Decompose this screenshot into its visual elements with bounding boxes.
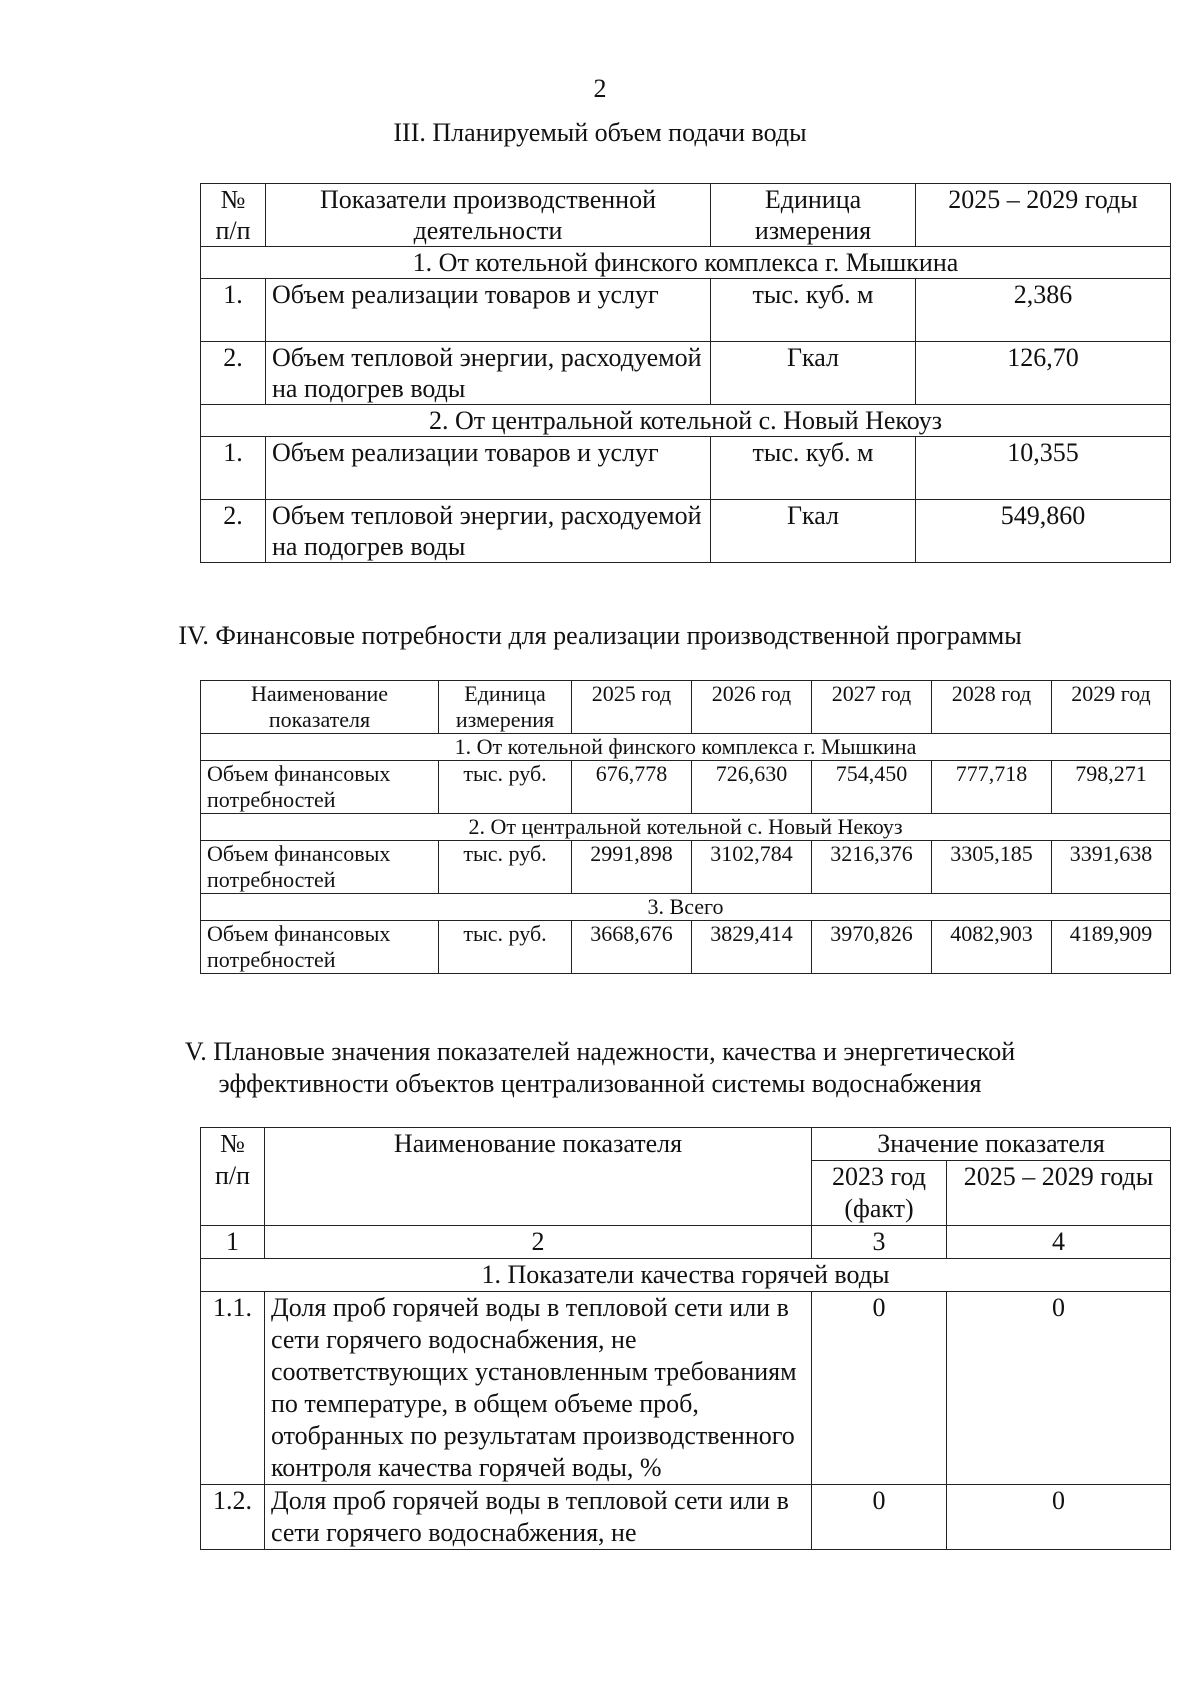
row-value: 3829,414: [692, 921, 812, 974]
row-value: 126,70: [916, 342, 1171, 405]
header-unit: Единица измерения: [711, 184, 916, 247]
group-title: 1. От котельной финского комплекса г. Мышкина: [201, 734, 1171, 761]
row-value: 676,778: [572, 761, 692, 814]
row-name: Объем финансовых потребностей: [201, 921, 439, 974]
header-value-group: Значение показателя: [812, 1128, 1171, 1161]
table-row: [201, 500, 1171, 563]
section4-title: IV. Финансовые потребности для реализации производственной программы: [178, 621, 1022, 650]
column-number: 1: [201, 1226, 265, 1259]
row-num: 1.1.: [201, 1292, 265, 1485]
row-plan: 0: [947, 1292, 1171, 1485]
table-row: [201, 841, 1171, 894]
row-unit: тыс. куб. м: [711, 279, 916, 342]
row-name: Доля проб горячей воды в тепловой сети или в сети горячего водоснабжения, не: [265, 1485, 812, 1550]
header-num: № п/п: [201, 184, 266, 247]
header-num: № п/п: [201, 1128, 265, 1226]
table-row: [201, 1485, 1171, 1550]
group-row: [201, 1259, 1171, 1292]
header-year: 2025 год: [572, 681, 692, 734]
header-year: 2029 год: [1052, 681, 1171, 734]
section3-title: III. Планируемый объем подачи воды: [393, 118, 807, 147]
row-num: 2.: [201, 342, 266, 405]
row-value: 2,386: [916, 279, 1171, 342]
column-number: 4: [947, 1226, 1171, 1259]
group-title: 1. От котельной финского комплекса г. Мышкина: [201, 247, 1171, 279]
table-row: [201, 437, 1171, 500]
row-value: 549,860: [916, 500, 1171, 563]
row-plan: 0: [947, 1485, 1171, 1550]
row-fact: 0: [812, 1485, 947, 1550]
row-name: Объем реализации товаров и услуг: [266, 437, 711, 500]
group-row: [201, 894, 1171, 921]
row-name: Объем финансовых потребностей: [201, 761, 439, 814]
row-value: 4082,903: [932, 921, 1052, 974]
row-num: 1.: [201, 437, 266, 500]
header-years: 2025 – 2029 годы: [916, 184, 1171, 247]
row-name: Объем тепловой энергии, расходуемой на подогрев воды: [266, 500, 711, 563]
row-value: 2991,898: [572, 841, 692, 894]
row-value: 10,355: [916, 437, 1171, 500]
table-header-row: [201, 681, 1171, 734]
row-unit: тыс. руб.: [439, 761, 572, 814]
row-unit: тыс. куб. м: [711, 437, 916, 500]
row-name: Объем тепловой энергии, расходуемой на подогрев воды: [266, 342, 711, 405]
row-unit: тыс. руб.: [439, 841, 572, 894]
section5-title-line1: V. Плановые значения показателей надежности, качества и энергетической: [184, 1037, 1016, 1066]
row-value: 3970,826: [812, 921, 932, 974]
row-num: 2.: [201, 500, 266, 563]
header-indicator: Показатели производственной деятельности: [266, 184, 711, 247]
column-number: 3: [812, 1226, 947, 1259]
table-header-row: [201, 184, 1171, 247]
group-row: [201, 814, 1171, 841]
group-row: [201, 247, 1171, 279]
header-name: Наименование показателя: [265, 1128, 812, 1226]
row-unit: Гкал: [711, 342, 916, 405]
financial-needs-table: [200, 680, 1171, 974]
group-row: [201, 734, 1171, 761]
header-unit: Единица измерения: [439, 681, 572, 734]
row-value: 798,271: [1052, 761, 1171, 814]
water-supply-table: [200, 183, 1171, 563]
header-year: 2027 год: [812, 681, 932, 734]
row-value: 777,718: [932, 761, 1052, 814]
row-value: 4189,909: [1052, 921, 1171, 974]
row-name: Объем реализации товаров и услуг: [266, 279, 711, 342]
row-value: 3668,676: [572, 921, 692, 974]
header-fact: 2023 год (факт): [812, 1161, 947, 1226]
row-value: 3305,185: [932, 841, 1052, 894]
header-plan: 2025 – 2029 годы: [947, 1161, 1171, 1226]
header-name: Наименование показателя: [201, 681, 439, 734]
row-value: 3102,784: [692, 841, 812, 894]
table-row: [201, 342, 1171, 405]
group-title: 2. От центральной котельной с. Новый Некоуз: [201, 405, 1171, 437]
row-value: 726,630: [692, 761, 812, 814]
section5-title-line2: эффективности объектов централизованной системы водоснабжения: [218, 1069, 982, 1098]
table-row: [201, 1292, 1171, 1485]
row-fact: 0: [812, 1292, 947, 1485]
table-header-row: [201, 1128, 1171, 1161]
group-title: 1. Показатели качества горячей воды: [201, 1259, 1171, 1292]
column-number: 2: [265, 1226, 812, 1259]
row-value: 3216,376: [812, 841, 932, 894]
group-title: 2. От центральной котельной с. Новый Некоуз: [201, 814, 1171, 841]
row-unit: Гкал: [711, 500, 916, 563]
table-row: [201, 279, 1171, 342]
row-value: 754,450: [812, 761, 932, 814]
reliability-indicators-table: [200, 1127, 1171, 1550]
row-num: 1.2.: [201, 1485, 265, 1550]
header-year: 2028 год: [932, 681, 1052, 734]
row-num: 1.: [201, 279, 266, 342]
table-row: [201, 761, 1171, 814]
header-year: 2026 год: [692, 681, 812, 734]
column-number-row: [201, 1226, 1171, 1259]
row-name: Доля проб горячей воды в тепловой сети или в сети горячего водоснабжения, не соответствующих установленным требованиям по температуре, в общем объеме проб, отобранных по результатам производственного контроля качества горячей воды, %: [265, 1292, 812, 1485]
group-title: 3. Всего: [201, 894, 1171, 921]
table-row: [201, 921, 1171, 974]
row-name: Объем финансовых потребностей: [201, 841, 439, 894]
row-unit: тыс. руб.: [439, 921, 572, 974]
group-row: [201, 405, 1171, 437]
page-number: 2: [593, 74, 607, 103]
row-value: 3391,638: [1052, 841, 1171, 894]
